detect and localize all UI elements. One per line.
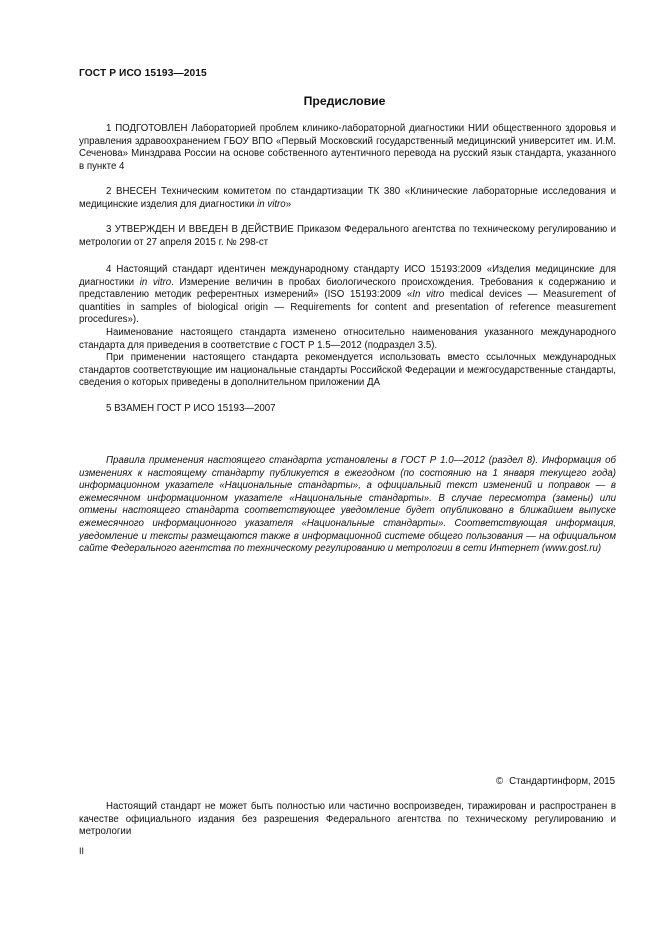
section-5 <box>79 403 616 416</box>
section-1-text: 1 ПОДГОТОВЛЕН Лабораторией проблем клинико-лабораторной диагностики НИИ общественного здоровья и управления здравоохранением ГБОУ ВПО «Первый Московский государственный медицинский университет им. И.М. Сеченова» Минздрава России на основе собственного аутентичного перевода на русский язык стандарта, указанного в пункте 4 <box>79 123 616 172</box>
section-2-text-end: » <box>285 198 292 210</box>
section-4-text-a: 4 Настоящий стандарт идентичен международному стандарту ИСО 15193:2009 «Изделия медицинские для диагностики <box>79 264 616 288</box>
section-4-paragraph-2: Наименование настоящего стандарта изменено относительно наименования указанного международного стандарта для приведения в соответствие с ГОСТ Р 1.5—2012 (подраздел 3.5). <box>79 326 616 351</box>
copyright-text: Стандартинформ, 2015 <box>509 776 615 787</box>
official-notice-text: Правила применения настоящего стандарта установлены в ГОСТ Р 1.0—2012 (раздел 8). Информация об изменениях к настоящему стандарту публикуется в ежегодном (по состоянию на 1 января текущего года) информационном указателе «Национальные стандарты», а официальный текст изменений и поправок — в ежемесячном информационном указателе «Национальные стандарты». В случае пересмотра (замены) или отмены настоящего стандарта соответствующее уведомление будет опубликовано в ближайшем выпуске ежемесячного информационного указателя «Национальные стандарты». Соответствующая информация, уведомление и тексты размещаются также в информационной системе общего пользования — на официальном сайте Федерального агентства по техническому регулированию и метрологии в сети Интернет (www.gost.ru) <box>79 455 616 555</box>
section-3-text: 3 УТВЕРЖДЕН И ВВЕДЕН В ДЕЙСТВИЕ Приказом Федерального агентства по техническому регулированию и метрологии от 27 апреля 2015 г. № 298-ст <box>79 224 616 248</box>
copyright-line <box>496 776 615 787</box>
page-title-text: Предисловие <box>303 94 386 108</box>
section-2 <box>79 186 616 211</box>
reproduction-notice <box>79 801 616 839</box>
reproduction-notice-text: Настоящий стандарт не может быть полностью или частично воспроизведен, тиражирован и распространен в качестве официального издания без разрешения Федерального агентства по техническому регулированию и метрологии <box>79 801 616 838</box>
section-4 <box>79 264 616 390</box>
page-number: II <box>79 846 85 856</box>
section-2-italic: in vitro <box>257 198 286 210</box>
section-3 <box>79 224 616 249</box>
section-4-text-b: . Измерение величин в пробах биологического происхождения. Требования к содержанию и представлению методик референтных измерений» (ISO 15193:2009 « <box>79 276 616 301</box>
section-2-text <box>79 186 616 211</box>
document-code-header: ГОСТ Р ИСО 15193—2015 <box>79 68 207 79</box>
section-4-text <box>79 264 616 327</box>
section-4-italic-1: in vitro <box>139 276 172 288</box>
copyright-icon: © <box>496 776 504 787</box>
page-title <box>0 94 661 108</box>
section-4-italic-2: In vitro <box>412 289 445 301</box>
section-5-text: 5 ВЗАМЕН ГОСТ Р ИСО 15193—2007 <box>106 403 276 414</box>
section-1 <box>79 123 616 173</box>
official-notice <box>79 455 616 556</box>
section-4-text-c: medical devices — Measurement of quantities in samples of biological origin — Requirements for content and presentation of reference measurement procedures»). <box>79 289 616 326</box>
section-4-paragraph-3: При применении настоящего стандарта рекомендуется использовать вместо ссылочных международных стандартов соответствующие им национальные стандарты Российской Федерации и межгосударственные стандарты, сведения о которых приведены в дополнительном приложении ДА <box>79 352 616 389</box>
section-2-text-part: 2 ВНЕСЕН Техническим комитетом по стандартизации ТК 380 «Клинические лабораторные исследования и медицинские изделия для диагностики <box>79 186 616 210</box>
